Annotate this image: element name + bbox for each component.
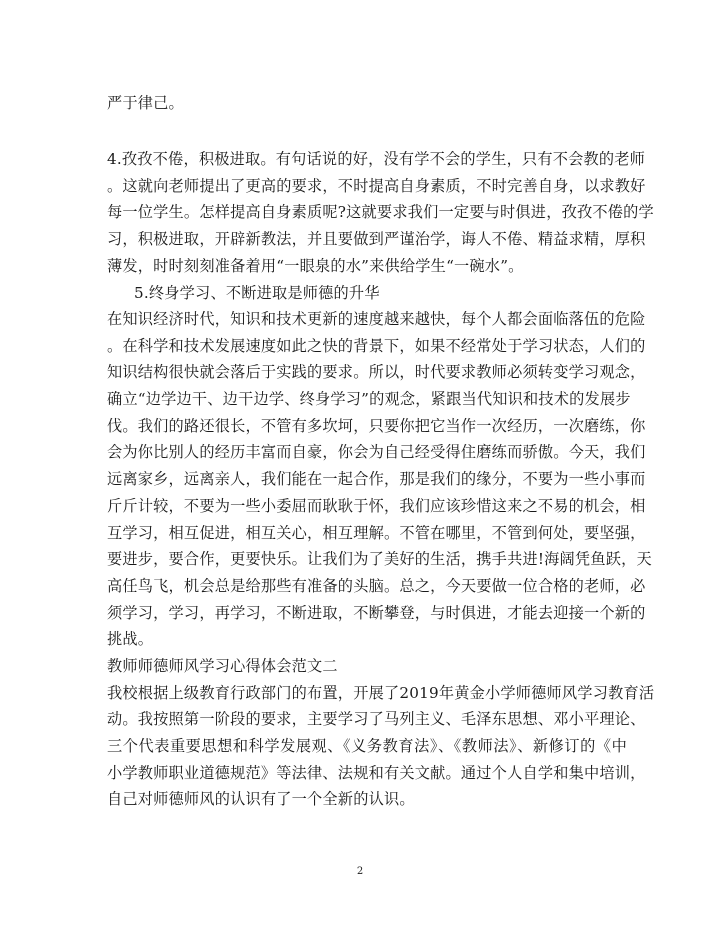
text-line: 三个代表重要思想和科学发展观、《义务教育法》、《教师法》、新修订的《中 xyxy=(107,737,627,755)
text-line: 确立“边学边干、边干边学、终身学习”的观念，紧跟当代知识和技术的发展步 xyxy=(107,390,631,408)
text-line: 薄发，时时刻刻准备着用“一眼泉的水”来供给学生“一碗水”。 xyxy=(107,257,524,275)
text-line: 远离家乡，远离亲人，我们能在一起合作，那是我们的缘分，不要为一些小事而 xyxy=(107,470,646,488)
text-line: 动。我按照第一阶段的要求，主要学习了马列主义、毛泽东思想、邓小平理论、 xyxy=(107,710,646,728)
text-line: 伐。我们的路还很长，不管有多坎坷，只要你把它当作一次经历，一次磨练，你 xyxy=(107,417,646,435)
text-line: 在知识经济时代，知识和技术更新的速度越来越快，每个人都会面临落伍的危险 xyxy=(107,310,646,328)
text-line: 习，积极进取，开辟新教法，并且要做到严谨治学，诲人不倦、精益求精，厚积 xyxy=(107,230,646,248)
text-line: 斤斤计较，不要为一些小委屈而耿耿于怀，我们应该珍惜这来之不易的机会，相 xyxy=(107,497,646,515)
text-line: 每一位学生。怎样提高自身素质呢?这就要求我们一定要与时俱进，孜孜不倦的学 xyxy=(107,203,654,221)
text-line: 要进步，要合作，更要快乐。让我们为了美好的生活，携手共进!海阔凭鱼跃，天 xyxy=(107,550,652,568)
text-line: 须学习，学习，再学习，不断进取，不断攀登，与时俱进，才能去迎接一个新的 xyxy=(107,604,646,622)
article-title: 教师师德师风学习心得体会范文二 xyxy=(107,657,338,675)
text-line: 4.孜孜不倦，积极进取。有句话说的好，没有学不会的学生，只有不会教的老师 xyxy=(107,150,646,168)
text-line: 高任鸟飞，机会总是给那些有准备的头脑。总之，今天要做一位合格的老师，必 xyxy=(107,577,646,595)
page-number: 2 xyxy=(356,866,364,877)
text-line: 严于律己。 xyxy=(107,94,184,112)
text-line: 互学习，相互促进，相互关心，相互理解。不管在哪里，不管到何处，要坚强， xyxy=(107,524,646,542)
text-line: 。这就向老师提出了更高的要求，不时提高自身素质，不时完善自身，以求教好 xyxy=(107,177,646,195)
text-line: 挑战。 xyxy=(107,630,154,648)
text-line: 知识结构很快就会落后于实践的要求。所以，时代要求教师必须转变学习观念， xyxy=(107,363,646,381)
text-line: 会为你比别人的经历丰富而自豪，你会为自己经受得住磨练而骄傲。今天，我们 xyxy=(107,443,646,461)
text-line: 小学教师职业道德规范》等法律、法规和有关文献。通过个人自学和集中培训， xyxy=(107,764,646,782)
text-line: 。在科学和技术发展速度如此之快的背景下，如果不经常处于学习状态，人们的 xyxy=(107,337,646,355)
section-heading: 5.终身学习、不断进取是师德的升华 xyxy=(134,284,380,302)
text-line: 自己对师德师风的认识有了一个全新的认识。 xyxy=(107,790,415,808)
text-line: 我校根据上级教育行政部门的布置，开展了2019年黄金小学师德师风学习教育活 xyxy=(107,684,655,702)
